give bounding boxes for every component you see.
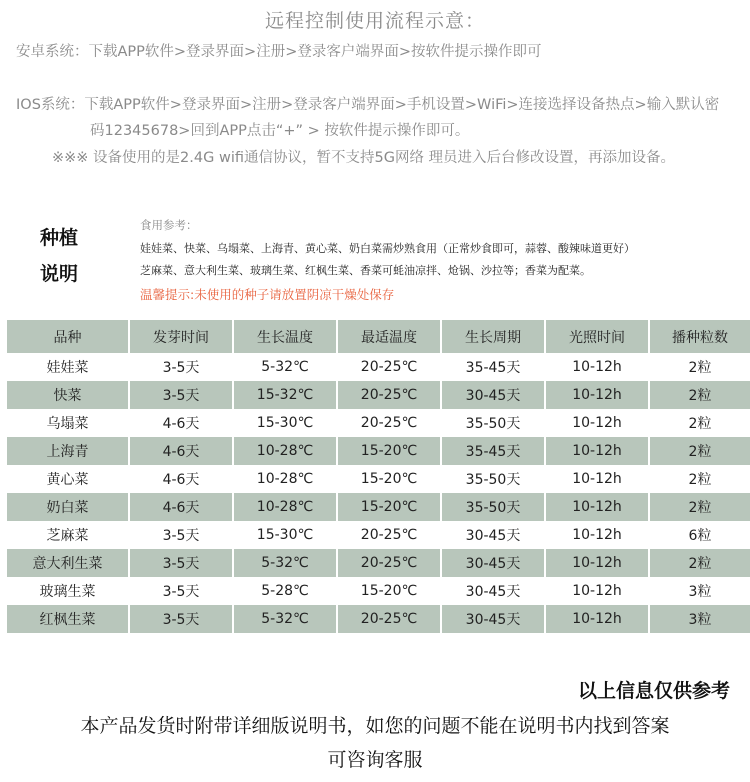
table-cell: 15-20℃: [360, 471, 418, 487]
table-cell: 35-45天: [442, 437, 544, 465]
reference-only-note: 以上信息仅供参考: [577, 680, 730, 702]
table-cell: 3粒: [650, 605, 750, 633]
table-cell: 意大利生菜: [7, 549, 128, 577]
table-cell: 10-28℃: [234, 437, 336, 465]
table-cell: 2粒: [688, 472, 712, 488]
table-cell: 6粒: [688, 528, 712, 544]
table-cell: 3-5天: [162, 584, 200, 600]
table-cell: 35-50天: [465, 472, 521, 488]
table-cell: 3粒: [688, 584, 712, 600]
table-cell: 乌塌菜: [46, 416, 89, 432]
table-cell: 2粒: [688, 360, 712, 376]
table-cell: 35-45天: [465, 360, 521, 376]
page-title: 远程控制使用流程示意：: [264, 10, 485, 32]
table-cell: 2粒: [650, 381, 750, 409]
table-cell: 10-12h: [572, 359, 622, 375]
table-cell: 红枫生菜: [7, 605, 128, 633]
table-cell: 15-20℃: [338, 493, 440, 521]
table-cell: 10-28℃: [234, 493, 336, 521]
table-cell: 10-12h: [572, 527, 622, 543]
wifi-note: ※※※ 设备使用的是2.4G wifi通信协议，暂不支持5G网络 理员进入后台修改设置，再添加设备。: [52, 150, 676, 166]
table-cell: 20-25℃: [338, 605, 440, 633]
table-cell: 10-12h: [546, 437, 648, 465]
ios-instructions-line1: IOS系统：下载APP软件>登录界面>注册>登录客户端界面>手机设置>WiFi>连接选择设备热点>输入默认密: [16, 97, 720, 113]
food-reference-heading: 食用参考：: [140, 218, 198, 232]
table-cell: 2粒: [650, 437, 750, 465]
table-cell: 20-25℃: [360, 527, 418, 543]
table-cell: 4-6天: [162, 416, 200, 432]
table-cell: 30-45天: [442, 549, 544, 577]
table-cell: 30-45天: [442, 605, 544, 633]
table-cell: 5-32℃: [234, 549, 336, 577]
table-cell: 5-28℃: [261, 583, 309, 599]
table-cell: 10-12h: [546, 381, 648, 409]
table-cell: 2粒: [688, 416, 712, 432]
header-cell: 发芽时间: [130, 320, 232, 353]
table-cell: 2粒: [650, 493, 750, 521]
table-cell: 20-25℃: [338, 549, 440, 577]
table-cell: 10-12h: [546, 549, 648, 577]
section-label-planting: 种植: [40, 227, 79, 249]
ios-instructions-line2: 码12345678>回到APP点击“+” > 按软件提示操作即可。: [90, 123, 470, 139]
table-cell: 5-32℃: [234, 605, 336, 633]
header-cell: 生长周期: [442, 320, 544, 353]
table-cell: 3-5天: [130, 381, 232, 409]
food-reference-line1: 娃娃菜、快菜、乌塌菜、上海青、黄心菜、奶白菜需炒熟食用（正常炒食即可，蒜蓉、酸辣味道更好）: [140, 242, 635, 255]
table-cell: 2粒: [650, 549, 750, 577]
table-cell: 4-6天: [130, 437, 232, 465]
table-cell: 10-12h: [572, 415, 622, 431]
table-cell: 30-45天: [465, 584, 521, 600]
table-cell: 15-20℃: [360, 583, 418, 599]
header-cell: 生长温度: [234, 320, 336, 353]
food-reference-line2: 芝麻菜、意大利生菜、玻璃生菜、红枫生菜、香菜可蚝油凉拌、炝锅、沙拉等；香菜为配菜。: [140, 264, 591, 277]
header-cell: 播种粒数: [650, 320, 750, 353]
table-cell: 20-25℃: [360, 415, 418, 431]
table-cell: 玻璃生菜: [39, 584, 96, 600]
planting-table: [7, 320, 746, 633]
table-cell: 芝麻菜: [46, 528, 89, 544]
table-cell: 快菜: [7, 381, 128, 409]
table-cell: 5-32℃: [261, 359, 309, 375]
table-cell: 20-25℃: [360, 359, 418, 375]
header-cell: 光照时间: [546, 320, 648, 353]
android-instructions: 安卓系统：下载APP软件>登录界面>注册>登录客户端界面>按软件提示操作即可: [16, 44, 542, 60]
table-cell: 15-30℃: [256, 415, 314, 431]
header-cell: 最适温度: [338, 320, 440, 353]
table-cell: 10-28℃: [256, 471, 314, 487]
table-cell: 娃娃菜: [46, 360, 89, 376]
table-cell: 上海青: [7, 437, 128, 465]
table-cell: 10-12h: [572, 471, 622, 487]
table-cell: 30-45天: [442, 381, 544, 409]
footer-line1: 本产品发货时附带详细版说明书，如您的问题不能在说明书内找到答案: [80, 715, 670, 737]
table-cell: 20-25℃: [338, 381, 440, 409]
table-cell: 15-32℃: [234, 381, 336, 409]
table-cell: 3-5天: [162, 528, 200, 544]
table-cell: 4-6天: [162, 472, 200, 488]
table-cell: 3-5天: [130, 605, 232, 633]
table-cell: 奶白菜: [7, 493, 128, 521]
storage-warning: 温馨提示:未使用的种子请放置阴凉干燥处保存: [140, 287, 395, 302]
table-cell: 3-5天: [130, 549, 232, 577]
table-cell: 15-30℃: [256, 527, 314, 543]
table-cell: 10-12h: [572, 583, 622, 599]
table-cell: 10-12h: [546, 493, 648, 521]
section-label-instructions: 说明: [40, 263, 79, 285]
header-cell: 品种: [7, 320, 128, 353]
footer-line2: 可咨询客服: [327, 749, 423, 771]
table-cell: 35-50天: [442, 493, 544, 521]
table-cell: 10-12h: [546, 605, 648, 633]
table-cell: 35-50天: [465, 416, 521, 432]
table-cell: 30-45天: [465, 528, 521, 544]
table-cell: 黄心菜: [46, 472, 89, 488]
table-cell: 4-6天: [130, 493, 232, 521]
table-cell: 3-5天: [162, 360, 200, 376]
table-cell: 15-20℃: [338, 437, 440, 465]
